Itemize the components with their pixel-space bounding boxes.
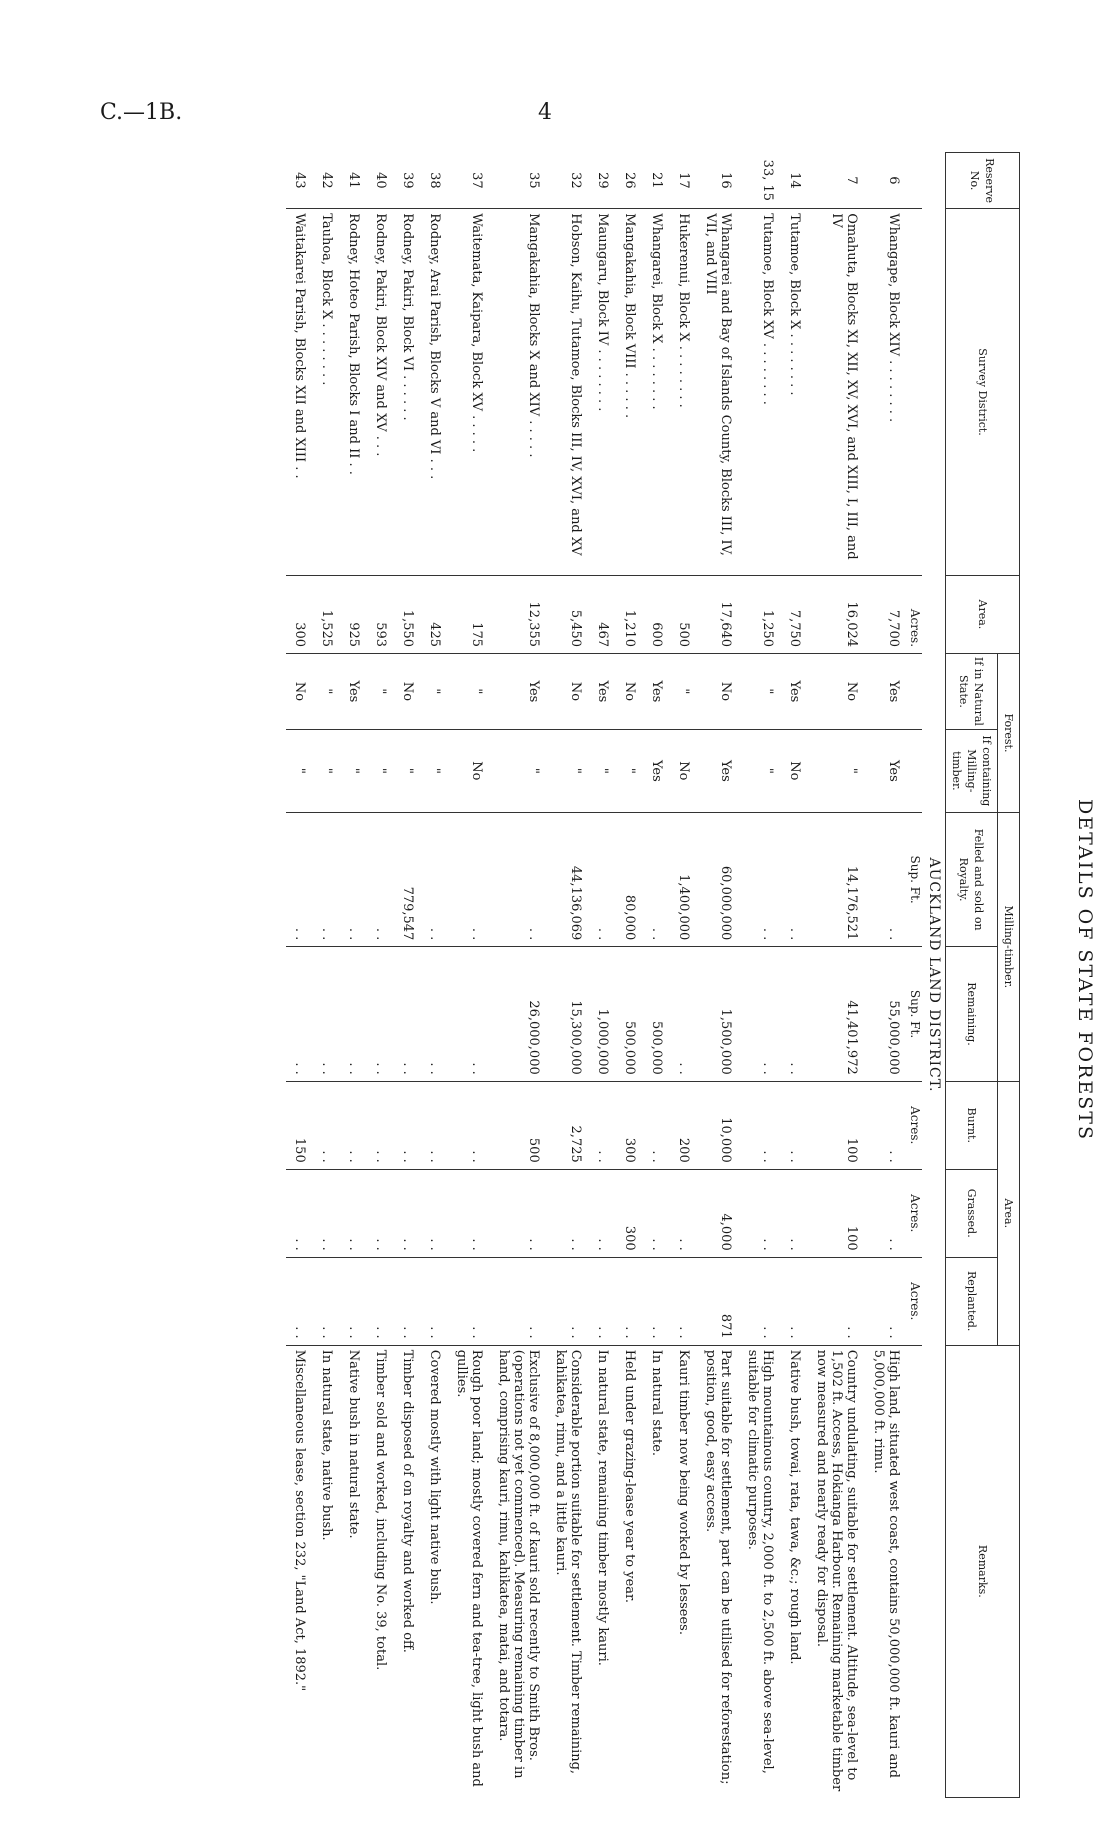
survey-district-cell: Tauhoa, Block X . . . . . . . . [313, 209, 340, 576]
burnt-acres-cell: . . [781, 1081, 808, 1169]
felled-royalty-cell: . . [313, 812, 340, 946]
area-acres-cell: 1,525 [313, 575, 340, 653]
replanted-acres-cell: . . [394, 1257, 421, 1345]
grassed-acres-cell: . . [739, 1169, 781, 1257]
reserve-no-cell: 26 [616, 153, 643, 209]
col-area: Area. [946, 575, 1020, 653]
grassed-acres-cell: . . [286, 1169, 313, 1257]
col-milling-group: Milling-timber. [998, 812, 1020, 1081]
natural-state-cell: Yes [340, 654, 367, 730]
reserve-no-cell: 37 [448, 153, 490, 209]
burnt-acres-cell: 10,000 [697, 1081, 739, 1169]
reserve-no-cell: 39 [394, 153, 421, 209]
survey-district-cell: Whangarei, Block X . . . . . . . . [643, 209, 670, 576]
burnt-acres-cell: 2,725 [547, 1081, 589, 1169]
burnt-acres-cell: . . [589, 1081, 616, 1169]
felled-royalty-cell: . . [448, 812, 490, 946]
unit-felled: Sup. Ft. [907, 812, 922, 946]
grassed-acres-cell: . . [643, 1169, 670, 1257]
burnt-acres-cell: . . [340, 1081, 367, 1169]
natural-state-cell: No [808, 654, 865, 730]
burnt-acres-cell: . . [394, 1081, 421, 1169]
remarks-cell: High land, situated west coast, contains 50,000,000 ft. kauri and 5,000,000 ft. rimu. [871, 1349, 901, 1778]
replanted-acres-cell: . . [547, 1257, 589, 1345]
felled-royalty-cell: . . [421, 812, 448, 946]
col-grassed: Grassed. [946, 1169, 998, 1257]
survey-district-cell: Rodney, Pakiri, Block XIV and XV . . . [367, 209, 394, 576]
grassed-acres-cell: . . [340, 1169, 367, 1257]
milling-timber-cell: " [313, 729, 340, 812]
remaining-timber-cell: 15,300,000 [547, 947, 589, 1081]
state-forests-table [286, 152, 1020, 1798]
area-acres-cell: 12,355 [490, 575, 547, 653]
area-acres-cell: 7,750 [781, 575, 808, 653]
remaining-timber-cell: . . [394, 947, 421, 1081]
burnt-acres-cell: . . [643, 1081, 670, 1169]
felled-royalty-cell: . . [643, 812, 670, 946]
replanted-acres-cell: . . [490, 1257, 547, 1345]
burnt-acres-cell: . . [313, 1081, 340, 1169]
reserve-no-cell: 33, 15 [739, 153, 781, 209]
remarks-cell: Considerable portion suitable for settlement. Timber remaining, kahikatea, rimu, and a little kauri. [553, 1349, 583, 1775]
natural-state-cell: No [616, 654, 643, 730]
survey-district-cell: Hobson, Kaihu, Tutamoe, Blocks III, IV, XVI, and XV [547, 209, 589, 576]
reserve-no-cell: 42 [313, 153, 340, 209]
remarks-cell: In natural state. [649, 1349, 664, 1457]
survey-district-cell: Maungaru, Block IV . . . . . . . . [589, 209, 616, 576]
natural-state-cell: Yes [865, 654, 907, 730]
natural-state-cell: " [421, 654, 448, 730]
remaining-timber-cell: 1,500,000 [697, 947, 739, 1081]
col-felled: Felled and sold on Royalty. [946, 812, 998, 946]
area-acres-cell: 925 [340, 575, 367, 653]
remarks-cell: Country undulating, suitable for settlement. Altitude, sea-level to 1,502 ft. Access, Hokianga Harbour. Remaining marketable timber now measured and nearly ready for disposal. [814, 1349, 859, 1792]
table-row [643, 153, 670, 1798]
table-row [616, 153, 643, 1798]
milling-timber-cell: " [739, 729, 781, 812]
remarks-cell: Native bush in natural state. [346, 1349, 361, 1539]
replanted-acres-cell: . . [616, 1257, 643, 1345]
milling-timber-cell: " [340, 729, 367, 812]
burnt-acres-cell: 150 [286, 1081, 313, 1169]
replanted-acres-cell: . . [448, 1257, 490, 1345]
natural-state-cell: Yes [589, 654, 616, 730]
remarks-cell: Rough poor land; mostly covered fern and tea-tree, light bush and gullies. [454, 1349, 484, 1787]
table-row [739, 153, 781, 1798]
grassed-acres-cell: . . [448, 1169, 490, 1257]
grassed-acres-cell: . . [547, 1169, 589, 1257]
table-title: DETAILS OF STATE FORESTS [1074, 799, 1096, 1141]
col-burnt: Burnt. [946, 1081, 998, 1169]
table-row [670, 153, 697, 1798]
unit-area: Acres. [907, 575, 922, 653]
reserve-no-cell: 38 [421, 153, 448, 209]
remaining-timber-cell: 1,000,000 [589, 947, 616, 1081]
grassed-acres-cell: . . [865, 1169, 907, 1257]
remaining-timber-cell: . . [670, 947, 697, 1081]
felled-royalty-cell: . . [286, 812, 313, 946]
replanted-acres-cell: . . [643, 1257, 670, 1345]
remarks-cell: High mountainous country, 2,000 ft. to 2,500 ft. above sea-level, suitable for climatic purposes. [745, 1349, 775, 1774]
remaining-timber-cell: 55,000,000 [865, 947, 907, 1081]
felled-royalty-cell: 779,547 [394, 812, 421, 946]
survey-district-cell: Mangakahia, Block VIII . . . . . . [616, 209, 643, 576]
survey-district-cell: Rodney, Arai Parish, Blocks V and VI . . . [421, 209, 448, 576]
remarks-cell: Native bush, towai, rata, tawa, &c.; rough land. [787, 1349, 802, 1665]
burnt-acres-cell: . . [367, 1081, 394, 1169]
felled-royalty-cell: 60,000,000 [697, 812, 739, 946]
remaining-timber-cell: 500,000 [643, 947, 670, 1081]
page-number: 4 [538, 100, 552, 125]
grassed-acres-cell: . . [589, 1169, 616, 1257]
table-row [313, 153, 340, 1798]
table-row [547, 153, 589, 1798]
grassed-acres-cell: . . [367, 1169, 394, 1257]
reserve-no-cell: 41 [340, 153, 367, 209]
milling-timber-cell: Yes [697, 729, 739, 812]
replanted-acres-cell: . . [865, 1257, 907, 1345]
table-row [340, 153, 367, 1798]
grassed-acres-cell: . . [490, 1169, 547, 1257]
remaining-timber-cell: . . [781, 947, 808, 1081]
survey-district-cell: Rodney, Hoteo Parish, Blocks I and II . . [340, 209, 367, 576]
survey-district-cell: Tutamoe, Block XV . . . . . . . . [739, 209, 781, 576]
milling-timber-cell: " [490, 729, 547, 812]
area-acres-cell: 425 [421, 575, 448, 653]
burnt-acres-cell: . . [739, 1081, 781, 1169]
reserve-no-cell: 6 [865, 153, 907, 209]
milling-timber-cell: " [808, 729, 865, 812]
remaining-timber-cell: . . [739, 947, 781, 1081]
reserve-no-cell: 14 [781, 153, 808, 209]
remaining-timber-cell: . . [286, 947, 313, 1081]
remaining-timber-cell: 41,401,972 [808, 947, 865, 1081]
replanted-acres-cell: . . [421, 1257, 448, 1345]
col-remarks: Remarks. [946, 1345, 1020, 1797]
milling-timber-cell: No [670, 729, 697, 812]
replanted-acres-cell: . . [808, 1257, 865, 1345]
felled-royalty-cell: 44,136,069 [547, 812, 589, 946]
remaining-timber-cell: . . [367, 947, 394, 1081]
burnt-acres-cell: . . [865, 1081, 907, 1169]
survey-district-cell: Hukerenui, Block X . . . . . . . . [670, 209, 697, 576]
grassed-acres-cell: . . [421, 1169, 448, 1257]
milling-timber-cell: " [394, 729, 421, 812]
remarks-cell: Timber sold and worked, including No. 39, total. [373, 1349, 388, 1671]
table-row [490, 153, 547, 1798]
unit-grassed: Acres. [907, 1169, 922, 1257]
remarks-cell: Held under grazing-lease year to year. [622, 1349, 637, 1603]
table-row [865, 153, 907, 1798]
burnt-acres-cell: 500 [490, 1081, 547, 1169]
area-acres-cell: 1,210 [616, 575, 643, 653]
remarks-cell: Exclusive of 8,000,000 ft. of kauri sold recently to Smith Bros. (operations not yet commenced). Measuring remaining timber in hand, comprising kauri, rimu, kahikatea, matai, and totara. [496, 1349, 541, 1779]
natural-state-cell: No [547, 654, 589, 730]
area-acres-cell: 1,550 [394, 575, 421, 653]
remarks-cell: Covered mostly with light native bush. [427, 1349, 442, 1605]
felled-royalty-cell: . . [589, 812, 616, 946]
survey-district-cell: Rodney, Pakiri, Block VI . . . . . . [394, 209, 421, 576]
col-area-group: Area. [998, 1081, 1020, 1345]
reserve-no-cell: 40 [367, 153, 394, 209]
remaining-timber-cell: 500,000 [616, 947, 643, 1081]
col-district: Survey District. [946, 209, 1020, 576]
reserve-no-cell: 21 [643, 153, 670, 209]
burnt-acres-cell: . . [448, 1081, 490, 1169]
unit-replanted: Acres. [907, 1257, 922, 1345]
milling-timber-cell: " [616, 729, 643, 812]
grassed-acres-cell: 100 [808, 1169, 865, 1257]
unit-burnt: Acres. [907, 1081, 922, 1169]
grassed-acres-cell: . . [394, 1169, 421, 1257]
milling-timber-cell: " [547, 729, 589, 812]
remarks-cell: Part suitable for settlement, part can be utilised for reforestation; position, good, easy access. [703, 1349, 733, 1785]
area-acres-cell: 17,640 [697, 575, 739, 653]
remaining-timber-cell: 26,000,000 [490, 947, 547, 1081]
col-milling: If containing Milling-timber. [946, 729, 998, 812]
replanted-acres-cell: 871 [697, 1257, 739, 1345]
felled-royalty-cell: . . [367, 812, 394, 946]
table-row [421, 153, 448, 1798]
milling-timber-cell: " [286, 729, 313, 812]
table-row [781, 153, 808, 1798]
remaining-timber-cell: . . [448, 947, 490, 1081]
natural-state-cell: " [670, 654, 697, 730]
felled-royalty-cell: . . [781, 812, 808, 946]
felled-royalty-cell: . . [490, 812, 547, 946]
natural-state-cell: " [739, 654, 781, 730]
natural-state-cell: " [448, 654, 490, 730]
milling-timber-cell: " [589, 729, 616, 812]
natural-state-cell: No [697, 654, 739, 730]
reserve-no-cell: 32 [547, 153, 589, 209]
col-remaining: Remaining. [946, 947, 998, 1081]
grassed-acres-cell: 4,000 [697, 1169, 739, 1257]
table-row [589, 153, 616, 1798]
milling-timber-cell: No [448, 729, 490, 812]
survey-district-cell: Waitakarei Parish, Blocks XII and XIII . . [286, 209, 313, 576]
area-acres-cell: 593 [367, 575, 394, 653]
table-row [286, 153, 313, 1798]
table-row [394, 153, 421, 1798]
burnt-acres-cell: 100 [808, 1081, 865, 1169]
col-forest-group: Forest. [998, 654, 1020, 813]
grassed-acres-cell: . . [670, 1169, 697, 1257]
natural-state-cell: No [286, 654, 313, 730]
survey-district-cell: Whangarei and Bay of Islands County, Blocks III, IV, VII, and VIII [697, 209, 739, 576]
grassed-acres-cell: . . [313, 1169, 340, 1257]
area-acres-cell: 175 [448, 575, 490, 653]
replanted-acres-cell: . . [340, 1257, 367, 1345]
table-row [448, 153, 490, 1798]
natural-state-cell: Yes [643, 654, 670, 730]
area-acres-cell: 300 [286, 575, 313, 653]
replanted-acres-cell: . . [589, 1257, 616, 1345]
table-row [367, 153, 394, 1798]
remaining-timber-cell: . . [340, 947, 367, 1081]
milling-timber-cell: " [367, 729, 394, 812]
area-acres-cell: 1,250 [739, 575, 781, 653]
reserve-no-cell: 17 [670, 153, 697, 209]
natural-state-cell: " [313, 654, 340, 730]
milling-timber-cell: Yes [643, 729, 670, 812]
felled-royalty-cell: 14,176,521 [808, 812, 865, 946]
area-acres-cell: 467 [589, 575, 616, 653]
remaining-timber-cell: . . [313, 947, 340, 1081]
grassed-acres-cell: . . [781, 1169, 808, 1257]
milling-timber-cell: " [421, 729, 448, 812]
felled-royalty-cell: . . [865, 812, 907, 946]
col-replanted: Replanted. [946, 1257, 998, 1345]
felled-royalty-cell: 80,000 [616, 812, 643, 946]
survey-district-cell: Waitemata, Kaipara, Block XV . . . . . [448, 209, 490, 576]
replanted-acres-cell: . . [313, 1257, 340, 1345]
replanted-acres-cell: . . [286, 1257, 313, 1345]
unit-remaining: Sup. Ft. [907, 947, 922, 1081]
replanted-acres-cell: . . [367, 1257, 394, 1345]
reserve-no-cell: 7 [808, 153, 865, 209]
burnt-acres-cell: 300 [616, 1081, 643, 1169]
felled-royalty-cell: . . [340, 812, 367, 946]
area-acres-cell: 16,024 [808, 575, 865, 653]
reserve-no-cell: 16 [697, 153, 739, 209]
natural-state-cell: Yes [490, 654, 547, 730]
area-acres-cell: 5,450 [547, 575, 589, 653]
reserve-no-cell: 43 [286, 153, 313, 209]
table-row [697, 153, 739, 1798]
burnt-acres-cell: . . [421, 1081, 448, 1169]
reserve-no-cell: 35 [490, 153, 547, 209]
col-natural: If in Natural State. [946, 654, 998, 730]
survey-district-cell: Mangakahia, Blocks X and XIV . . . . . [490, 209, 547, 576]
replanted-acres-cell: . . [670, 1257, 697, 1345]
burnt-acres-cell: 200 [670, 1081, 697, 1169]
felled-royalty-cell: . . [739, 812, 781, 946]
area-acres-cell: 7,700 [865, 575, 907, 653]
remarks-cell: Kauri timber now being worked by lessees. [676, 1349, 691, 1635]
remarks-cell: In natural state, remaining timber mostly kauri. [595, 1349, 610, 1666]
survey-district-cell: Tutamoe, Block X . . . . . . . . [781, 209, 808, 576]
col-reserve: Reserve No. [946, 153, 1020, 209]
natural-state-cell: " [367, 654, 394, 730]
survey-district-cell: Whangape, Block XIV . . . . . . . . [865, 209, 907, 576]
table-row [808, 153, 865, 1798]
area-acres-cell: 500 [670, 575, 697, 653]
milling-timber-cell: Yes [865, 729, 907, 812]
reserve-no-cell: 29 [589, 153, 616, 209]
survey-district-cell: Omahuta, Blocks XI, XII, XV, XVI, and XIII, I, III, and IV [808, 209, 865, 576]
natural-state-cell: Yes [781, 654, 808, 730]
remarks-cell: Timber disposed of on royalty and worked off. [400, 1349, 415, 1653]
milling-timber-cell: No [781, 729, 808, 812]
district-heading: AUCKLAND LAND DISTRICT. [926, 857, 942, 1093]
remarks-cell: Miscellaneous lease, section 232, "Land Act, 1892." [292, 1349, 307, 1692]
area-acres-cell: 600 [643, 575, 670, 653]
document-code: C.—1B. [100, 100, 183, 125]
grassed-acres-cell: 300 [616, 1169, 643, 1257]
remaining-timber-cell: . . [421, 947, 448, 1081]
rotated-table-page [120, 130, 1114, 1810]
felled-royalty-cell: 1,400,000 [670, 812, 697, 946]
remarks-cell: In natural state, native bush. [319, 1349, 334, 1541]
replanted-acres-cell: . . [781, 1257, 808, 1345]
natural-state-cell: No [394, 654, 421, 730]
replanted-acres-cell: . . [739, 1257, 781, 1345]
